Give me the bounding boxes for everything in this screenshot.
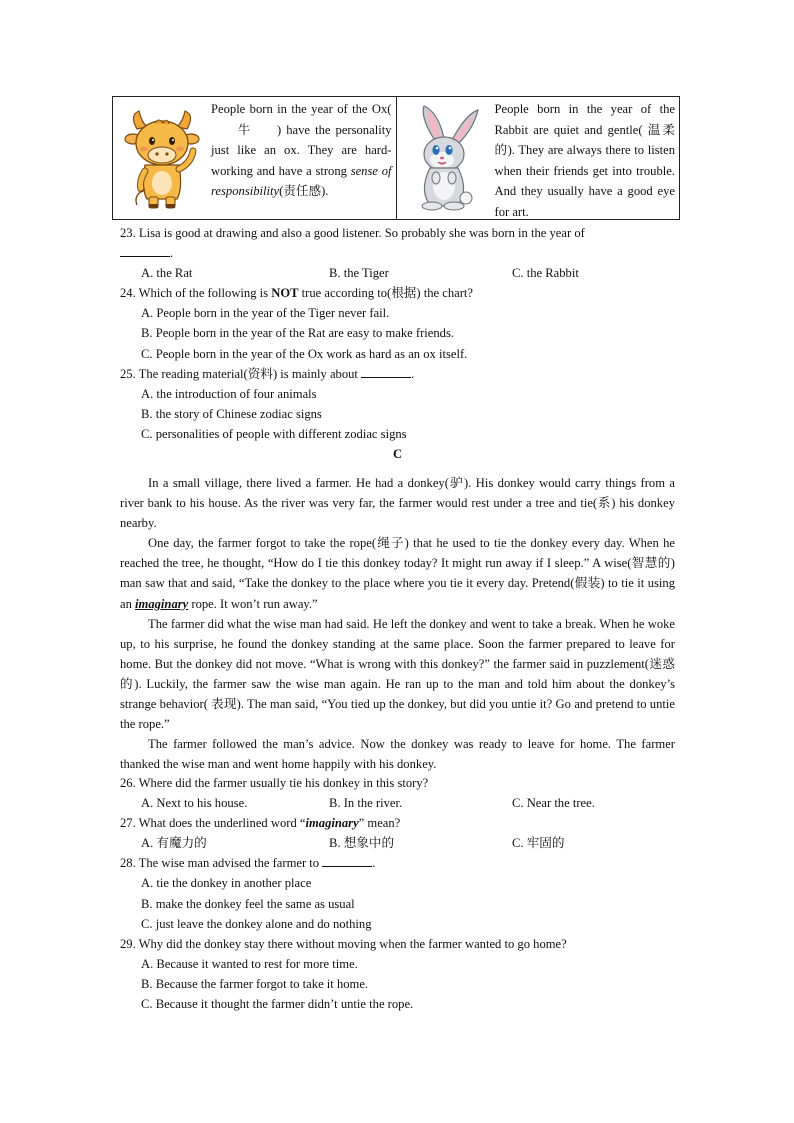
passage-paragraph-3: The farmer did what the wise man had said. He left the donkey and went to take a break. When he woke up, to his surprise, he found the donkey standing at the same place. Soon the farmer prepared to leave for home. But the donkey did not move. “What is wrong with this donkey?” the farmer said in puzzlement(迷惑的). Luckily, the farmer saw the wise man again. He ran up to the man and told him about the donkey’s strange behavior( 表现). The man said, “You tied up the donkey, but did you untie it? Go and pretend to untie the rope.” [120, 616, 675, 732]
q24-option-c[interactable]: C. People born in the year of the Ox work as hard as an ox itself. [141, 346, 468, 361]
q28-option-a[interactable]: A. tie the donkey in another place [141, 876, 312, 891]
q25-option-a[interactable]: A. the introduction of four animals [141, 386, 317, 401]
q23-stem: 23. Lisa is good at drawing and also a good listener. So probably she was born in the year of [120, 226, 585, 240]
q23-option-c[interactable]: C. the Rabbit [512, 266, 579, 281]
rabbit-cell [396, 97, 680, 219]
rabbit-cartoon-icon [397, 97, 495, 219]
q24-option-a[interactable]: A. People born in the year of the Tiger never fail. [141, 306, 390, 321]
q29-option-a[interactable]: A. Because it wanted to rest for more time. [141, 956, 358, 971]
q28-option-b[interactable]: B. make the donkey feel the same as usual [141, 896, 355, 911]
questions-26-29 [120, 773, 675, 1014]
q26-options [120, 793, 675, 813]
q27-option-c[interactable]: C. 牢固的 [512, 836, 565, 851]
q28-option-c[interactable]: C. just leave the donkey alone and do nothing [141, 916, 372, 931]
q29-stem: 29. Why did the donkey stay there without moving when the farmer wanted to go home? [120, 936, 567, 951]
ox-cell [113, 97, 396, 219]
q26-option-a[interactable]: A. Next to his house. [141, 796, 248, 811]
zodiac-table [112, 96, 680, 220]
passage-paragraph-1: In a small village, there lived a farmer. He had a donkey(驴). His donkey would carry things from a river bank to his house. As the river was very far, the farmer would rest under a tree and tie(系) his donkey nearby. [120, 476, 675, 531]
q27-options [120, 833, 675, 853]
q26-option-b[interactable]: B. In the river. [329, 796, 403, 811]
q25-option-b[interactable]: B. the story of Chinese zodiac signs [141, 406, 322, 421]
q23-blank-line: . [120, 243, 675, 263]
answer-blank [361, 364, 411, 378]
underlined-word-imaginary: imaginary [135, 596, 189, 611]
q29-option-c[interactable]: C. Because it thought the farmer didn’t untie the rope. [141, 997, 414, 1012]
ox-description: People born in the year of the Ox(牛 ) have the personality just like an ox. They are hard-working and have a strong sense of responsibility(责任感). [211, 102, 392, 199]
rabbit-description: People born in the year of the Rabbit are quiet and gentle( 温柔的). They are always there to listen when their friends get into trouble. And they usually have a good eye for art. [494, 102, 675, 219]
passage-paragraph-4: The farmer followed the man’s advice. Now the donkey was ready to leave for home. The farmer thanked the wise man and went home happily with his donkey. [120, 737, 675, 772]
questions-23-25 [120, 223, 675, 464]
q26-option-c[interactable]: C. Near the tree. [512, 796, 595, 811]
answer-blank [120, 243, 170, 257]
q24-option-b[interactable]: B. People born in the year of the Rat are easy to make friends. [141, 326, 454, 341]
q23-options [120, 263, 675, 283]
q24-stem: 24. Which of the following is NOT true according to(根据) the chart? [120, 286, 474, 301]
q26-stem: 26. Where did the farmer usually tie his donkey in this story? [120, 776, 429, 790]
q28-stem: 28. The wise man advised the farmer to . [120, 853, 675, 873]
section-c-passage [120, 473, 675, 774]
passage-paragraph-2: One day, the farmer forgot to take the rope(绳子) that he used to tie the donkey every day. When he reached the tree, he thought, “How do I tie this donkey today? It might run away if I sleep.” A wise(智慧的) man saw that and said, “Take the donkey to the place where you tie it every day. Pretend(假装) to tie it using an imaginary rope. It won’t run away.” [120, 536, 675, 611]
ox-cartoon-icon [113, 97, 211, 219]
q25-option-c[interactable]: C. personalities of people with different zodiac signs [141, 426, 407, 441]
q29-option-b[interactable]: B. Because the farmer forgot to take it home. [141, 976, 369, 991]
q23-option-a[interactable]: A. the Rat [141, 266, 193, 281]
answer-blank [322, 853, 372, 867]
q27-stem: 27. What does the underlined word “imaginary” mean? [120, 816, 401, 831]
section-c-heading: C [392, 447, 403, 462]
q27-option-a[interactable]: A. 有魔力的 [141, 836, 207, 851]
q23-option-b[interactable]: B. the Tiger [329, 266, 389, 281]
q27-option-b[interactable]: B. 想象中的 [329, 836, 395, 851]
q25-stem: 25. The reading material(资料) is mainly about . [120, 364, 675, 384]
